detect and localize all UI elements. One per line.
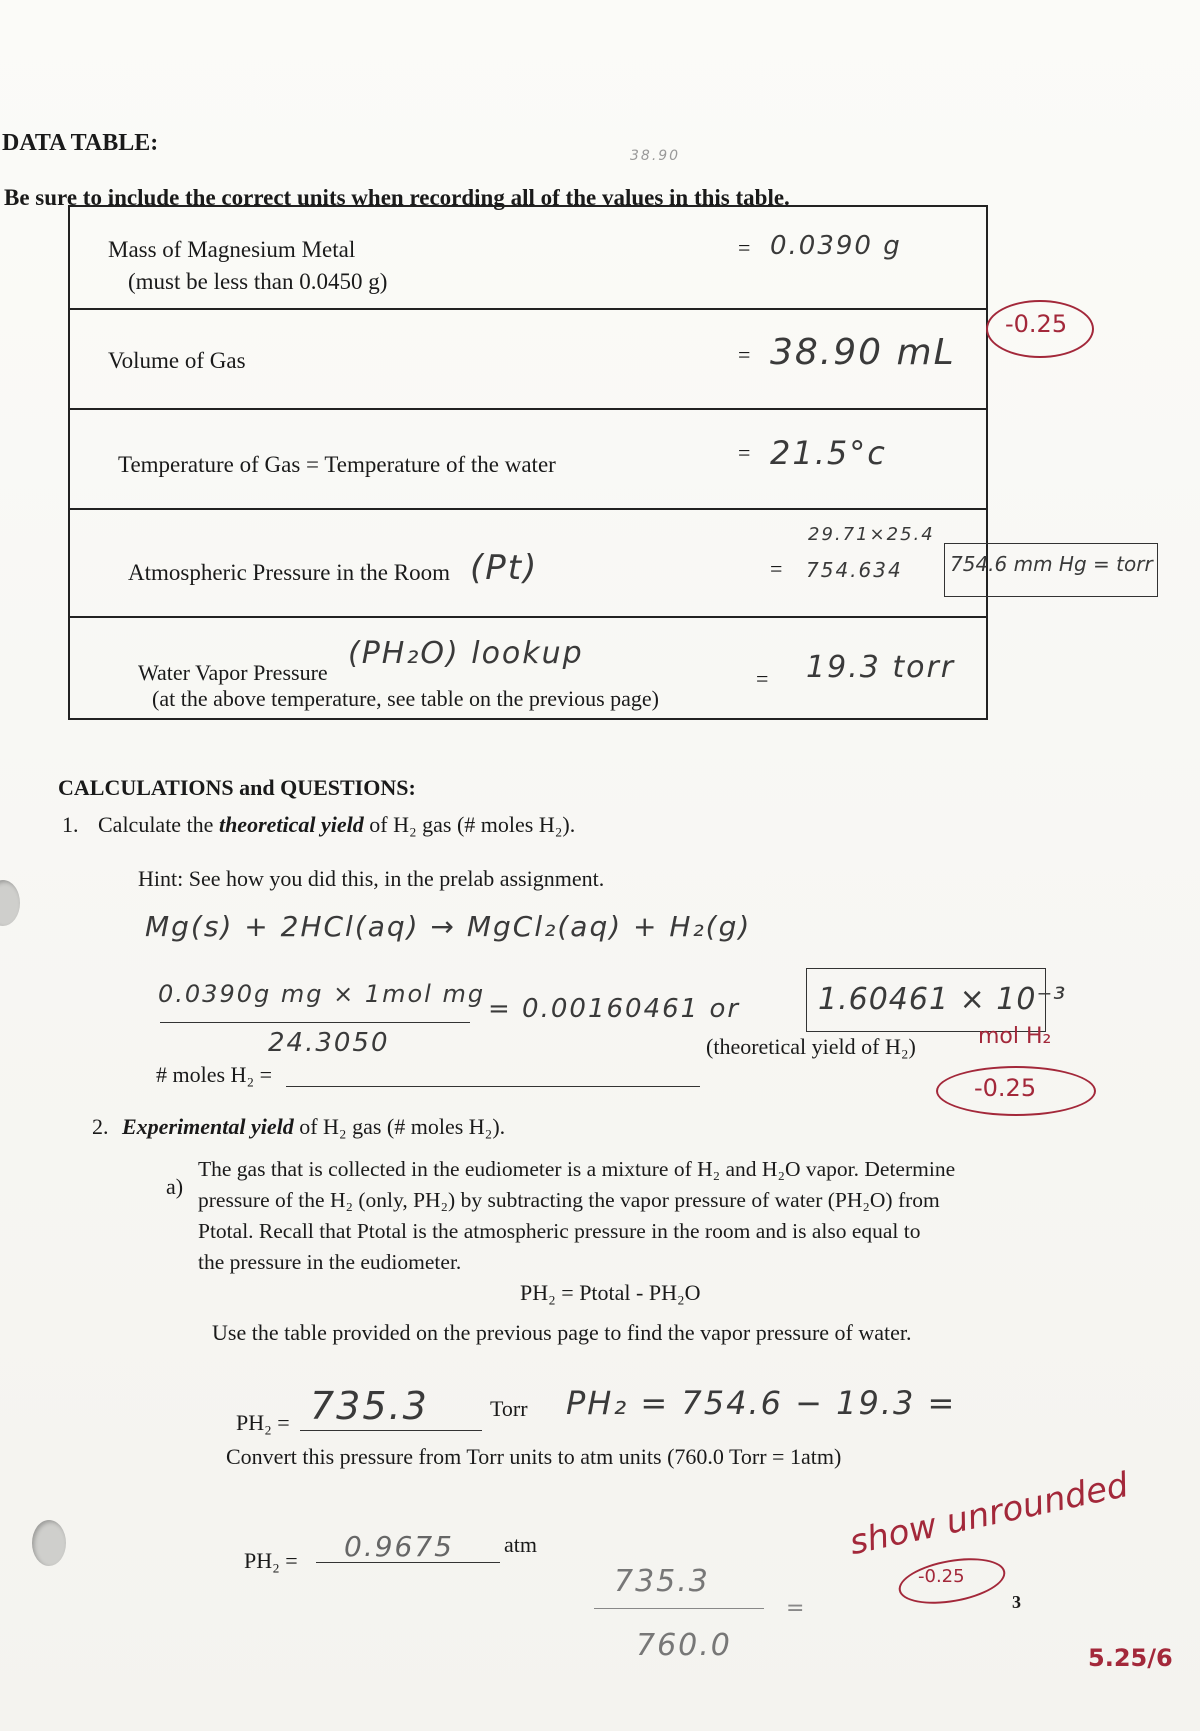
table-row <box>70 207 986 310</box>
row-equals: = <box>738 342 751 367</box>
score: 5.25/6 <box>1088 1644 1173 1672</box>
data-table <box>68 205 988 720</box>
boxed-result-text: 1.60461 × 10⁻³ <box>818 982 1067 1017</box>
row-label: Temperature of Gas = Temperature of the water <box>118 452 556 477</box>
table-row <box>70 510 986 618</box>
page-number: 3 <box>1012 1592 1021 1612</box>
fraction-bar <box>160 1022 470 1023</box>
row-work: 29.71×25.4 <box>808 524 935 545</box>
data-table-title: DATA TABLE: <box>2 130 159 156</box>
grade-deduction: -0.25 <box>918 1566 965 1587</box>
punch-hole <box>32 1520 66 1566</box>
boxed-pressure-text: 754.6 mm Hg = torr <box>950 552 1153 576</box>
grade-deduction: -0.25 <box>1005 310 1068 338</box>
table-row <box>70 618 986 722</box>
table-row <box>70 410 986 510</box>
grade-deduction: -0.25 <box>974 1074 1037 1102</box>
row-equals: = <box>770 556 783 581</box>
punch-hole <box>0 880 20 926</box>
paragraph-line: pressure of the H₂ (only, PH₂) by subtracting the vapor pressure of water (PH₂O) from <box>198 1188 940 1212</box>
hint: Hint: See how you did this, in the prelab assignment. <box>138 866 605 891</box>
row-value: 21.5°c <box>770 434 887 472</box>
row-equals: = <box>756 666 769 691</box>
use-table-note: Use the table provided on the previous page to find the vapor pressure of water. <box>212 1320 912 1345</box>
row-equals: = <box>738 440 751 465</box>
reaction-equation: Mg(s) + 2HCl(aq) → MgCl₂(aq) + H₂(g) <box>145 910 752 943</box>
part-a-label: a) <box>166 1174 184 1199</box>
ph2-work: PH₂ = 754.6 − 19.3 = <box>566 1384 957 1422</box>
q2-number: 2. <box>92 1114 109 1139</box>
calc-numerator: 0.0390g mg × 1mol mg <box>158 980 486 1008</box>
convert-instruction: Convert this pressure from Torr units to atm units (760.0 Torr = 1atm) <box>226 1444 842 1469</box>
row-value: 0.0390 g <box>770 231 902 261</box>
formula: PH₂ = Ptotal - PH₂O <box>520 1280 701 1305</box>
row-label: Atmospheric Pressure in the Room <box>128 560 450 585</box>
result-unit: mol H₂ <box>978 1024 1052 1049</box>
fraction-denominator: 760.0 <box>636 1628 732 1663</box>
q1-text: Calculate the theoretical yield of H₂ gas (# moles H₂). <box>98 812 576 837</box>
row-label: Water Vapor Pressure <box>138 660 328 685</box>
table-instruction: Be sure to include the correct units when recording all of the values in this table. <box>4 185 790 210</box>
atm-value: 0.9675 <box>344 1530 454 1563</box>
row-value: 19.3 torr <box>806 650 956 685</box>
margin-scribble: 38.90 <box>630 148 681 164</box>
theoretical-label: (theoretical yield of H₂) <box>706 1034 916 1059</box>
calc-denominator: 24.3050 <box>268 1028 390 1058</box>
row-label: Volume of Gas <box>108 348 246 373</box>
row-label: Mass of Magnesium Metal <box>108 237 356 262</box>
paragraph-line: Ptotal. Recall that Ptotal is the atmospheric pressure in the room and is also equal to <box>198 1219 921 1243</box>
q2-text: Experimental yield of H₂ gas (# moles H₂). <box>122 1114 506 1139</box>
moles-label: # moles H₂ = <box>156 1062 273 1087</box>
fraction-numerator: 735.3 <box>614 1564 710 1599</box>
row-annotation: (Pt) <box>470 548 539 588</box>
part-a-paragraph <box>198 1154 955 1278</box>
row-sublabel: (must be less than 0.0450 g) <box>128 269 388 294</box>
calc-result: = 0.00160461 or <box>488 994 741 1024</box>
ph2-value: 735.3 <box>310 1384 429 1428</box>
fraction-equals: = <box>786 1596 807 1621</box>
paragraph-line: the pressure in the eudiometer. <box>198 1250 462 1274</box>
row-value: 38.90 mL <box>770 332 956 373</box>
torr-unit: Torr <box>490 1396 528 1421</box>
paragraph-line: The gas that is collected in the eudiometer is a mixture of H₂ and H₂O vapor. Determine <box>198 1157 956 1181</box>
q1-number: 1. <box>62 812 79 837</box>
atm-label: PH₂ = <box>244 1548 298 1573</box>
row-annotation: (PH₂O) lookup <box>348 636 584 671</box>
row-sublabel: (at the above temperature, see table on the previous page) <box>152 686 659 711</box>
moles-answer-line <box>286 1086 700 1087</box>
ph2-label: PH₂ = <box>236 1410 290 1435</box>
table-row <box>70 310 986 410</box>
feedback-note: show unrounded <box>846 1465 1132 1564</box>
fraction-bar <box>594 1608 764 1609</box>
row-value: 754.634 <box>806 558 903 582</box>
ph2-answer-line <box>300 1430 482 1431</box>
row-equals: = <box>738 235 751 260</box>
calc-heading: CALCULATIONS and QUESTIONS: <box>58 775 416 800</box>
atm-unit: atm <box>504 1532 537 1557</box>
